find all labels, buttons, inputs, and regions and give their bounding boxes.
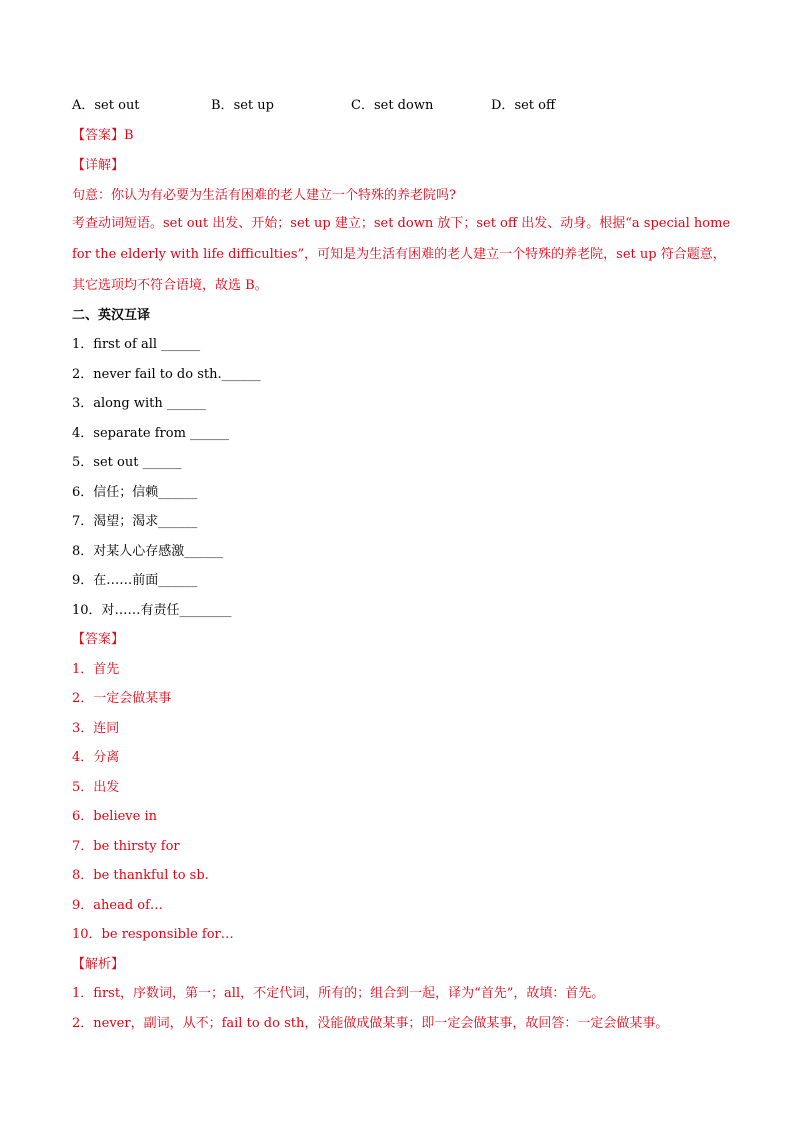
detail-line-1: 句意：你认为有必要为生活有困难的老人建立一个特殊的养老院吗?	[72, 188, 456, 203]
answer-item-4: 4．分离	[72, 750, 120, 765]
answer-item-1: 1．首先	[72, 662, 120, 677]
answer-item-10: 10．be responsible for…	[72, 927, 234, 942]
question-6: 6．信任；信赖______	[72, 485, 198, 500]
question-4: 4．separate from ______	[72, 426, 230, 441]
section-title: 二、英汉互译	[72, 308, 151, 323]
option-d-letter: D．	[491, 98, 515, 113]
question-10: 10．对……有责任________	[72, 603, 232, 618]
option-b-text: set up	[233, 98, 274, 113]
detail-label: 【详解】	[72, 158, 125, 173]
option-c-letter: C．	[351, 98, 374, 113]
detail-line-3: for the elderly with life difficulties”，可知是为生活有困难的老人建立一个特殊的养老院，set up 符合题意，	[72, 247, 726, 262]
option-b-letter: B．	[211, 98, 234, 113]
analysis-label: 【解析】	[72, 957, 125, 972]
detail-line-4: 其它选项均不符合语境，故选 B。	[72, 278, 268, 293]
question-1: 1．first of all ______	[72, 337, 201, 352]
option-d-text: set off	[514, 98, 556, 113]
analysis-line-1: 1．first，序数词，第一；all，不定代词，所有的；组合到一起，译为“首先”，故填：首先。	[72, 986, 605, 1001]
option-d	[491, 97, 555, 115]
options-row	[72, 97, 772, 115]
detail-line-2: 考查动词短语。set out 出发、开始；set up 建立；set down 放下；set off 出发、动身。根据“a special home	[72, 216, 731, 231]
answer-item-6: 6．believe in	[72, 809, 157, 824]
option-a	[72, 97, 140, 115]
question-9: 9．在……前面______	[72, 573, 198, 588]
answer-item-3: 3．连同	[72, 721, 120, 736]
answer-1: 【答案】B	[72, 128, 134, 143]
analysis-line-2: 2．never，副词，从不；fail to do sth，没能做成做某事；即一定会做某事，故回答：一定会做某事。	[72, 1016, 669, 1031]
question-7: 7．渴望；渴求______	[72, 514, 198, 529]
answer-item-7: 7．be thirsty for	[72, 839, 180, 854]
answer-item-2: 2．一定会做某事	[72, 691, 172, 706]
option-a-letter: A．	[72, 98, 95, 113]
question-2: 2．never fail to do sth.______	[72, 367, 261, 382]
question-5: 5．set out ______	[72, 455, 182, 470]
answer-item-9: 9．ahead of…	[72, 898, 163, 913]
answer-label: 【答案】	[72, 632, 125, 647]
option-b	[211, 97, 274, 115]
option-c	[351, 97, 433, 115]
option-a-text: set out	[94, 98, 140, 113]
question-8: 8．对某人心存感激______	[72, 544, 224, 559]
option-c-text: set down	[373, 98, 434, 113]
answer-item-5: 5．出发	[72, 780, 120, 795]
answer-item-8: 8．be thankful to sb.	[72, 868, 209, 883]
question-3: 3．along with ______	[72, 396, 206, 411]
